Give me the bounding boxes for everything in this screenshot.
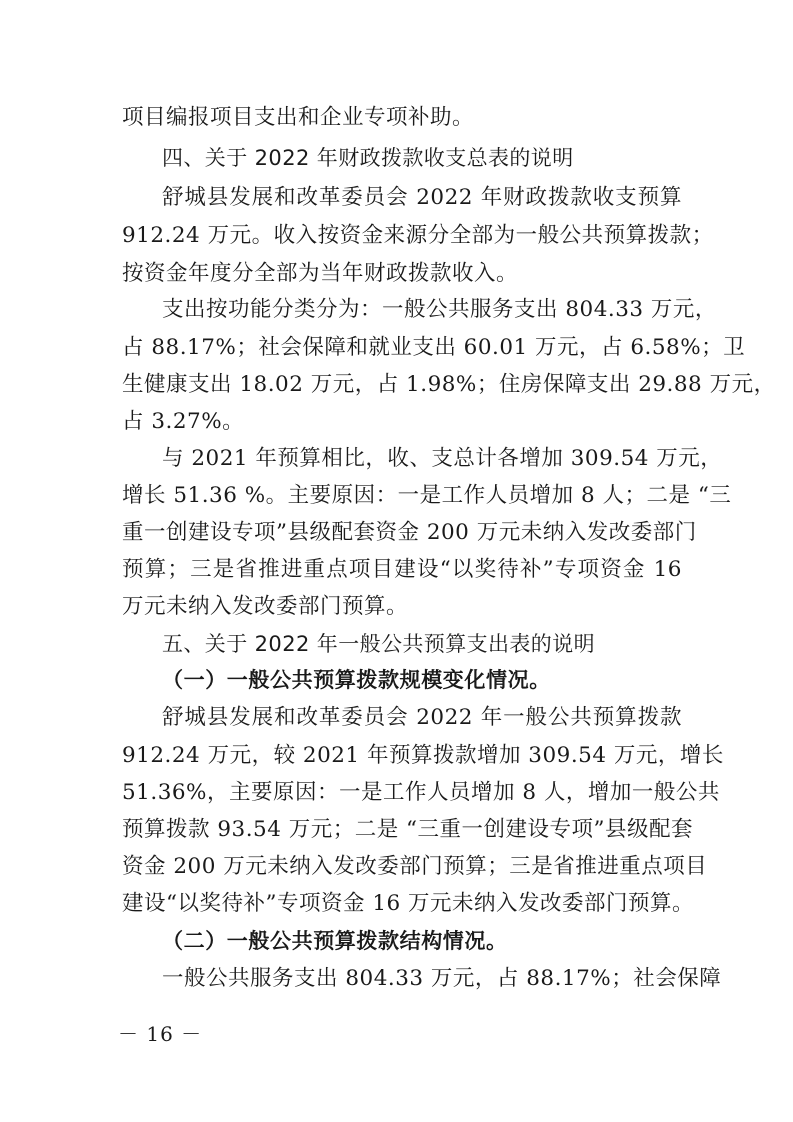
section-heading: 四、关于 2022 年财政拨款收支总表的说明 [162,146,574,170]
page-number: － 16 － [118,1022,203,1046]
paragraph-line: 预算；三是省推进重点项目建设“以奖待补”专项资金 16 [122,557,682,582]
paragraph-line: 一般公共服务支出 804.33 万元，占 88.17%；社会保障 [162,966,722,991]
paragraph-line: 舒城县发展和改革委员会 2022 年一般公共预算拨款 [162,705,682,730]
paragraph-line: 资金 200 万元未纳入发改委部门预算；三是省推进重点项目 [122,854,708,879]
paragraph-line: 占 3.27%。 [122,409,245,434]
section-heading: 五、关于 2022 年一般公共预算支出表的说明 [162,632,595,656]
paragraph-line: 占 88.17%；社会保障和就业支出 60.01 万元，占 6.58%；卫 [122,335,746,360]
paragraph-line: 912.24 万元。收入按资金来源分全部为一般公共预算拨款； [122,223,714,248]
paragraph-line: 与 2021 年预算相比，收、支总计各增加 309.54 万元， [162,446,723,471]
paragraph-line: 建设“以奖待补”专项资金 16 万元未纳入发改委部门预算。 [122,891,695,916]
paragraph-line: 舒城县发展和改革委员会 2022 年财政拨款收支预算 [162,185,682,210]
paragraph-line: 预算拨款 93.54 万元；二是 “三重一创建设专项”县级配套 [122,817,694,842]
subsection-heading: （一）一般公共预算拨款规模变化情况。 [162,668,551,692]
paragraph-line: 项目编报项目支出和企业专项补助。 [122,105,475,130]
paragraph-line: 按资金年度分全部为当年财政拨款收入。 [122,261,519,286]
paragraph-line: 51.36%，主要原因：一是工作人员增加 8 人，增加一般公共 [122,780,720,805]
paragraph-line: 912.24 万元，较 2021 年预算拨款增加 309.54 万元，增长 [122,743,724,768]
paragraph-line: 生健康支出 18.02 万元，占 1.98%；住房保障支出 29.88 万元， [122,372,776,397]
paragraph-line: 重一创建设专项”县级配套资金 200 万元未纳入发改委部门 [122,520,697,545]
paragraph-line: 增长 51.36 %。主要原因：一是工作人员增加 8 人；二是 “三 [122,483,732,508]
paragraph-line: 万元未纳入发改委部门预算。 [122,594,409,619]
paragraph-line: 支出按功能分类分为：一般公共服务支出 804.33 万元， [162,297,717,322]
subsection-heading: （二）一般公共预算拨款结构情况。 [162,929,508,953]
